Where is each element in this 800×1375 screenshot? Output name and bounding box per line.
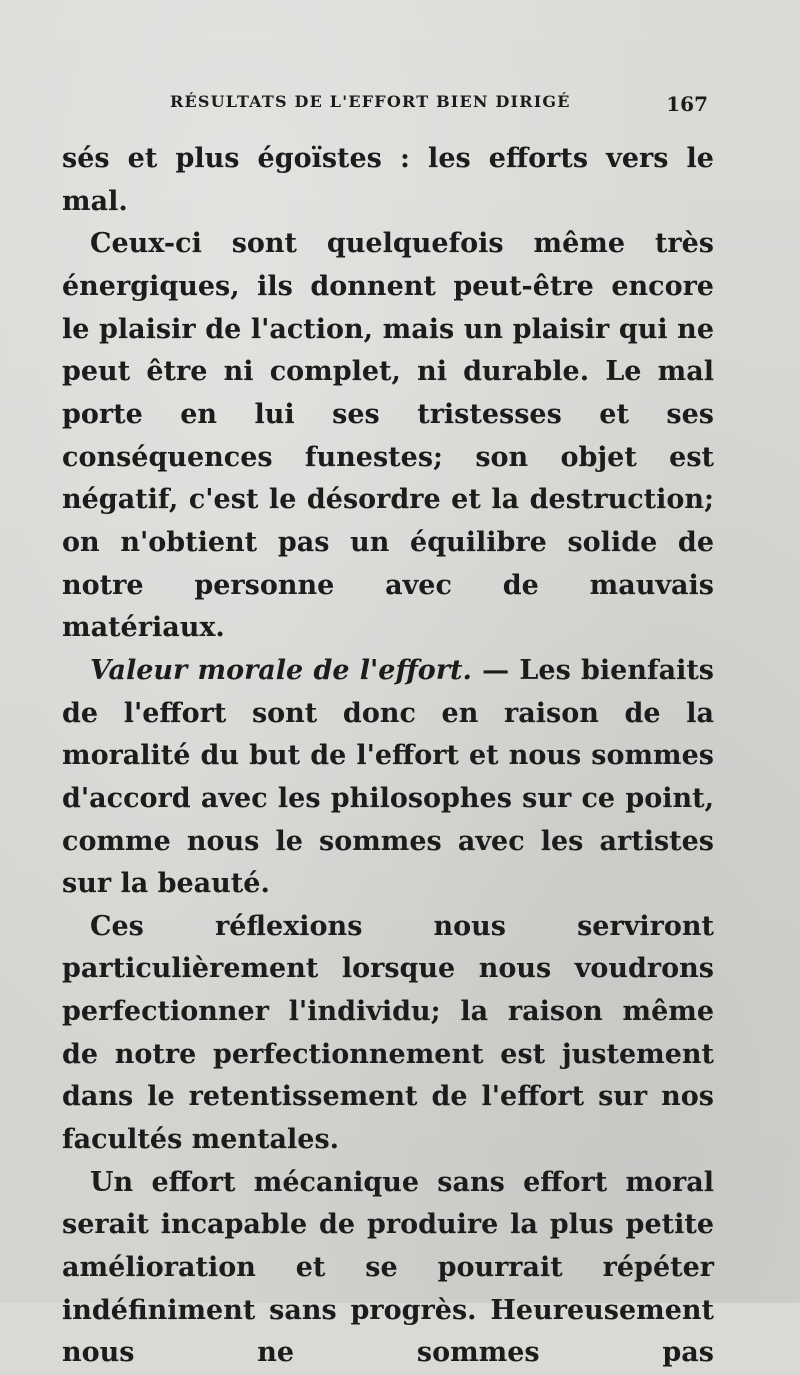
paragraph-5: Un effort mécanique sans effort moral serait incapable de produire la plus petite amélioration et se pourrait répéter indéfiniment sans progrès. Heureusement nous ne sommes pas bbox=[62, 1166, 714, 1369]
paragraph-3 bbox=[62, 650, 714, 906]
section-heading: Valeur morale de l'effort. bbox=[90, 654, 472, 686]
page-number: 167 bbox=[666, 92, 708, 116]
paragraph-2: Ceux-ci sont quelquefois même très énergiques, ils donnent peut-être encore le plaisir de l'action, mais un plaisir qui ne peut être ni complet, ni durable. Le mal porte en lui ses tristesses et ses conséquences funestes; son objet est négatif, c'est le désordre et la destruction; on n'obtient pas un équilibre solide de notre personne avec de mauvais matériaux. bbox=[62, 228, 714, 644]
running-header bbox=[0, 92, 800, 122]
paragraph-3-text: — Les bienfaits de l'effort sont donc en raison de la moralité du but de l'effort et nous sommes d'accord avec les philosophes sur ce point, comme nous le sommes avec les artistes sur la beauté. bbox=[62, 654, 714, 900]
running-title: RÉSULTATS DE L'EFFORT BIEN DIRIGÉ bbox=[170, 92, 571, 111]
page-body bbox=[62, 138, 714, 1375]
paragraph-4: Ces réflexions nous serviront particulièrement lorsque nous voudrons perfectionner l'individu; la raison même de notre perfectionnement est justement dans le retentissement de l'effort sur nos facultés mentales. bbox=[62, 910, 714, 1156]
paragraph-1: sés et plus égoïstes : les efforts vers le mal. bbox=[62, 143, 714, 217]
